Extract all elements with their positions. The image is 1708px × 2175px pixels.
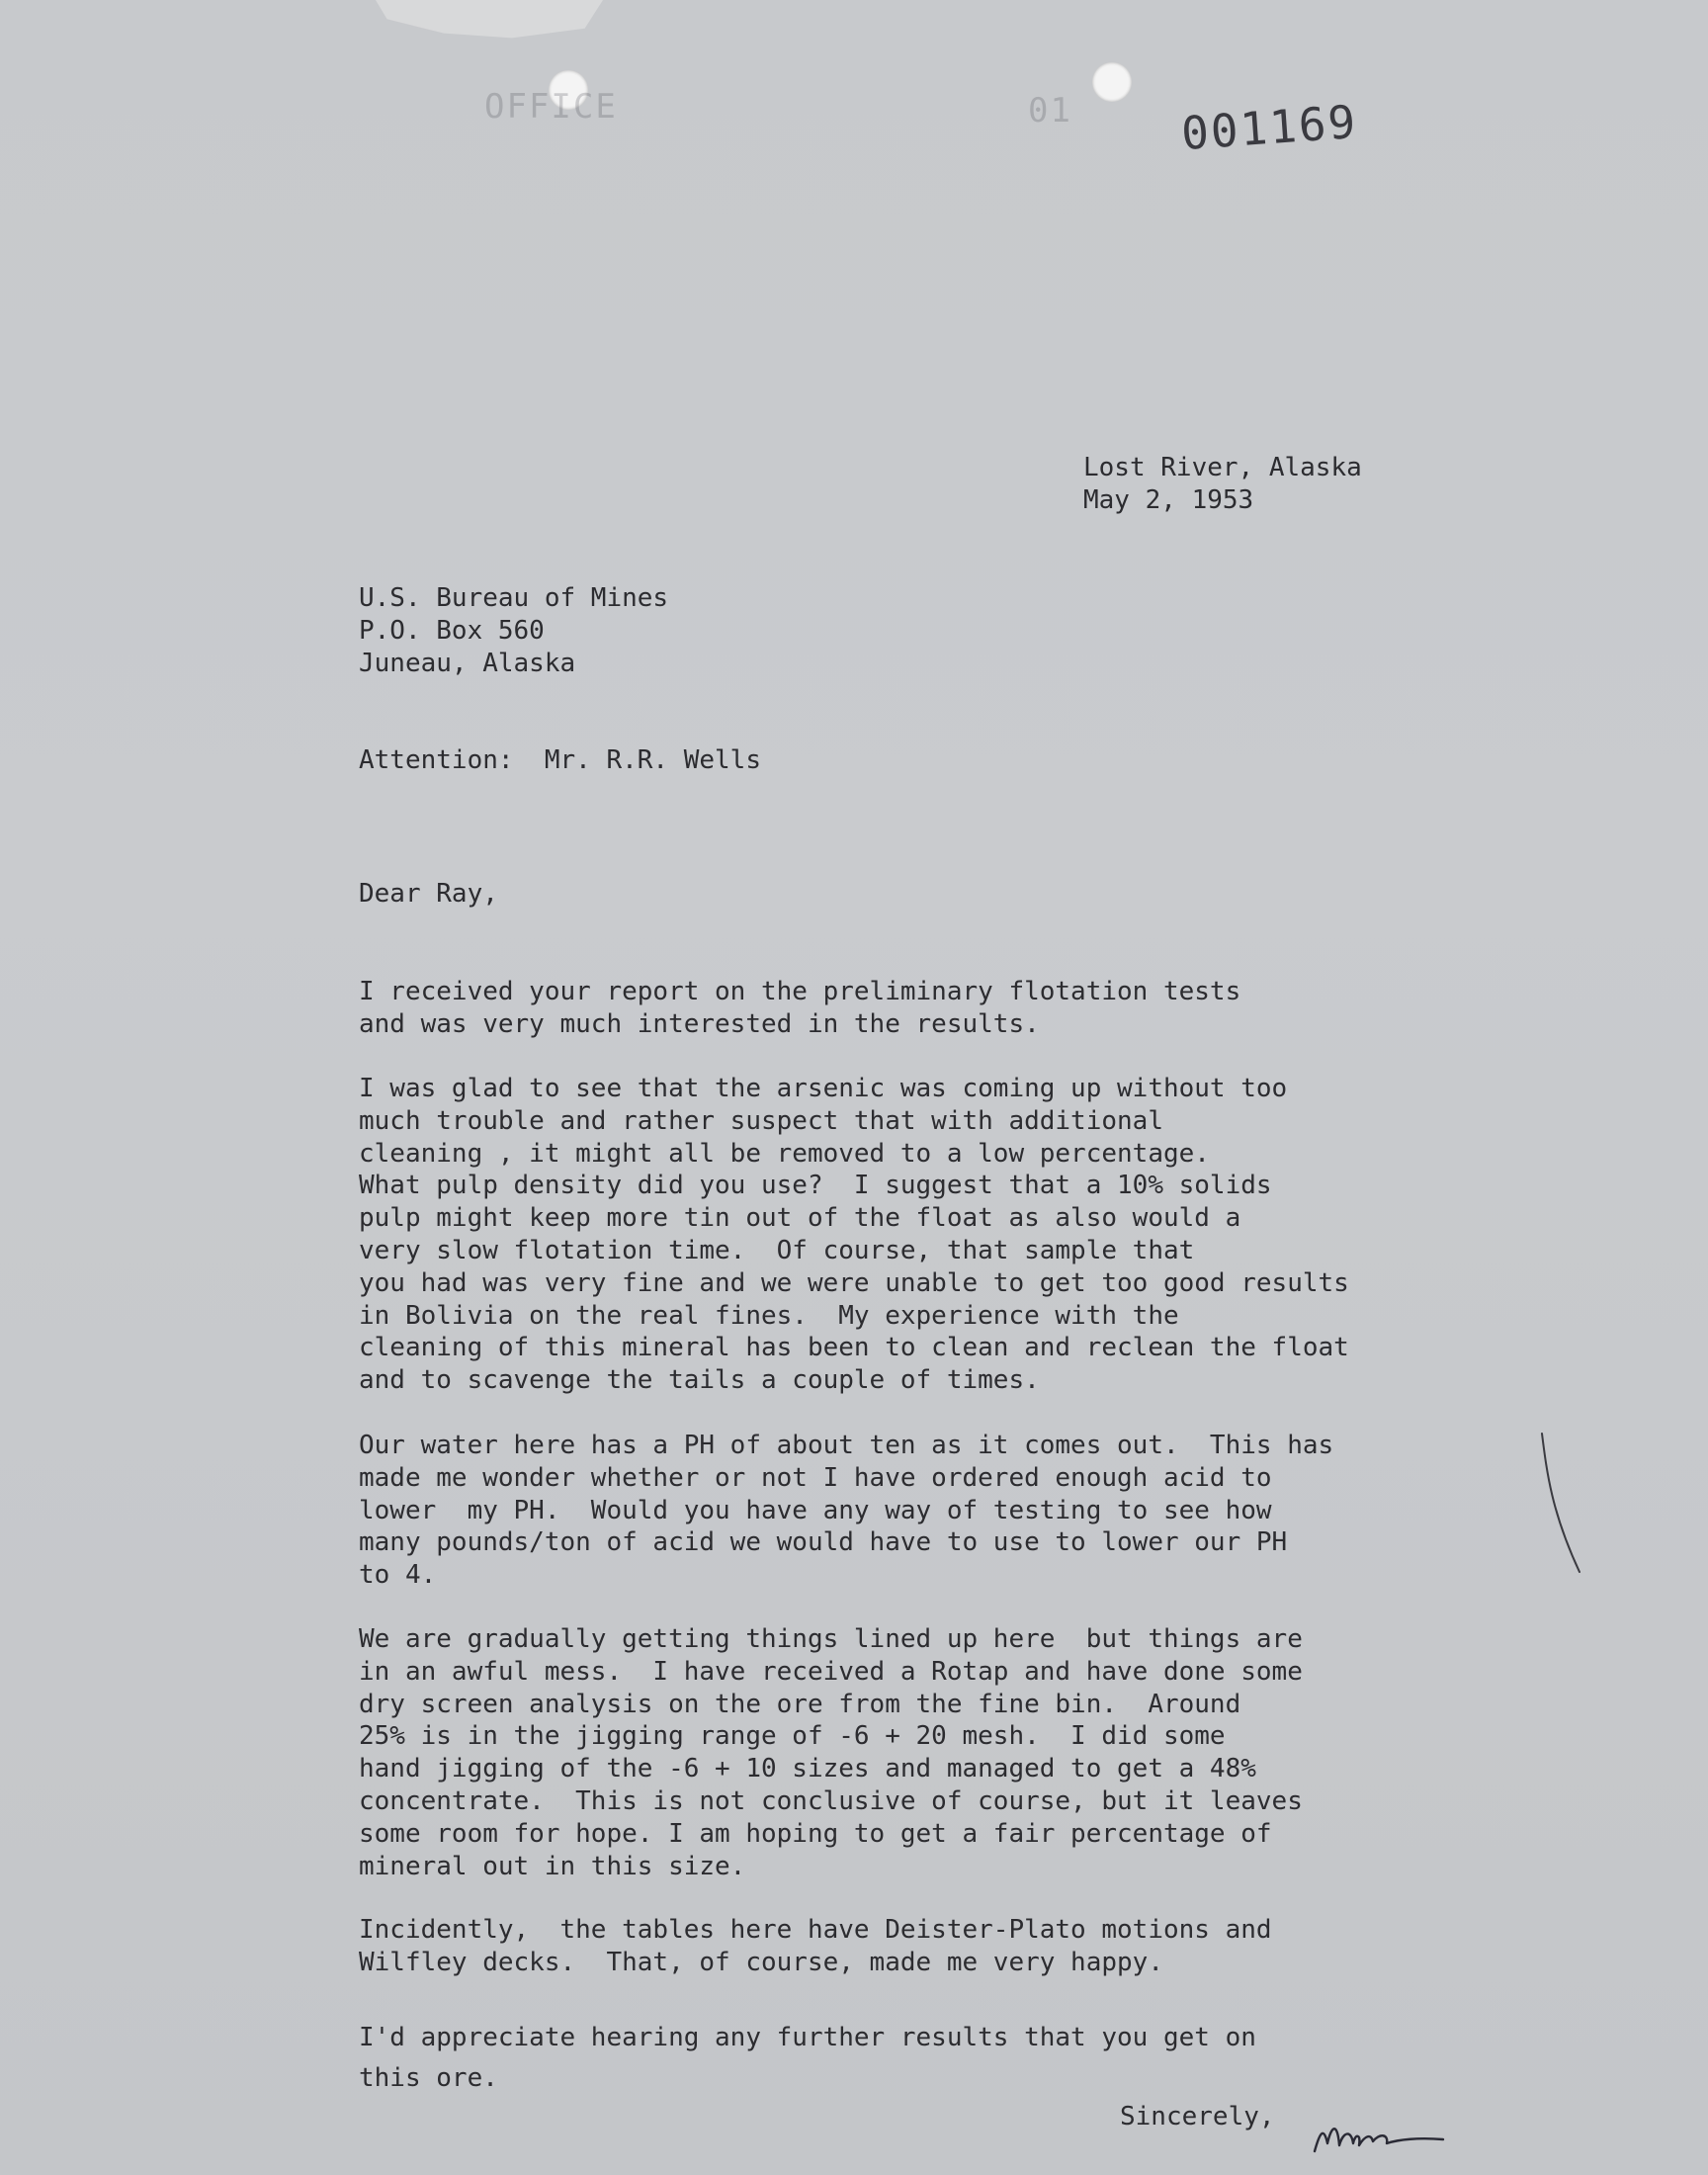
paragraph-line: Wilfley decks. That, of course, made me very happy. [359, 1947, 1163, 1977]
body-paragraph [359, 1430, 1446, 1592]
body-paragraph [359, 976, 1446, 1041]
recipient-line-1: U.S. Bureau of Mines [359, 583, 669, 613]
paragraph-line: dry screen analysis on the ore from the fine bin. Around [359, 1689, 1241, 1719]
closing: Sincerely, [1120, 2102, 1275, 2132]
paragraph-line: very slow flotation time. Of course, that sample that [359, 1235, 1195, 1265]
paragraph-line: concentrate. This is not conclusive of course, but it leaves [359, 1785, 1303, 1816]
paragraph-line: What pulp density did you use? I suggest that a 10% solids [359, 1171, 1272, 1201]
paragraph-line: mineral out in this size. [359, 1851, 746, 1881]
paragraph-line: I received your report on the preliminary flotation tests [359, 977, 1241, 1006]
paragraph-line: cleaning of this mineral has been to clean and reclean the float [359, 1333, 1349, 1363]
paragraph-line: to 4. [359, 1560, 437, 1591]
paragraph-line: hand jigging of the -6 + 10 sizes and managed to get a 48% [359, 1754, 1256, 1784]
body-paragraph [359, 2022, 1446, 2095]
paragraph-line: pulp might keep more tin out of the float as also would a [359, 1203, 1241, 1234]
paragraph-line: and was very much interested in the results. [359, 1008, 1040, 1039]
torn-edge [376, 0, 603, 47]
date-line: May 2, 1953 [1083, 485, 1254, 515]
body-paragraph [359, 1914, 1446, 1979]
paragraph-line: I'd appreciate hearing any further results that you get on [359, 2023, 1256, 2052]
bleed-through-text: OFFICE [484, 87, 618, 127]
paragraph-line: We are gradually getting things lined up here but things are [359, 1624, 1303, 1654]
paragraph-line: in an awful mess. I have received a Rotap and have done some [359, 1656, 1303, 1687]
paragraph-line: you had was very fine and we were unable to get too good results [359, 1267, 1349, 1298]
paragraph-line: some room for hope. I am hoping to get a fair percentage of [359, 1818, 1272, 1849]
handwritten-signature [1310, 2104, 1448, 2163]
paragraph-line: much trouble and rather suspect that with additional [359, 1105, 1163, 1136]
attention-line: Attention: Mr. R.R. Wells [359, 745, 761, 775]
recipient-line-3: Juneau, Alaska [359, 649, 576, 678]
salutation: Dear Ray, [359, 879, 498, 909]
paragraph-line: cleaning , it might all be removed to a low percentage. [359, 1138, 1210, 1169]
paragraph-line: and to scavenge the tails a couple of times. [359, 1365, 1040, 1396]
recipient-line-2: P.O. Box 560 [359, 616, 545, 646]
bleed-through-text: 01 [1028, 91, 1072, 130]
paragraph-line: 25% is in the jigging range of -6 + 20 mesh. I did some [359, 1721, 1226, 1752]
margin-pencil-mark [1522, 1424, 1591, 1582]
paragraph-line: this ore. [359, 2062, 498, 2093]
paragraph-line: Our water here has a PH of about ten as it comes out. This has [359, 1431, 1334, 1460]
paragraph-line: made me wonder whether or not I have ordered enough acid to [359, 1462, 1272, 1493]
body-paragraph [359, 1073, 1446, 1397]
body-paragraph [359, 1623, 1446, 1882]
paragraph-line: I was glad to see that the arsenic was coming up without too [359, 1074, 1288, 1103]
paragraph-line: Incidently, the tables here have Deister-Plato motions and [359, 1915, 1272, 1945]
paragraph-line: lower my PH. Would you have any way of testing to see how [359, 1495, 1272, 1525]
document-number: 001169 [1179, 94, 1359, 161]
paragraph-line: in Bolivia on the real fines. My experience with the [359, 1300, 1179, 1331]
paragraph-line: many pounds/ton of acid we would have to use to lower our PH [359, 1527, 1288, 1558]
place-line: Lost River, Alaska [1083, 453, 1362, 482]
punch-hole [1092, 62, 1132, 102]
